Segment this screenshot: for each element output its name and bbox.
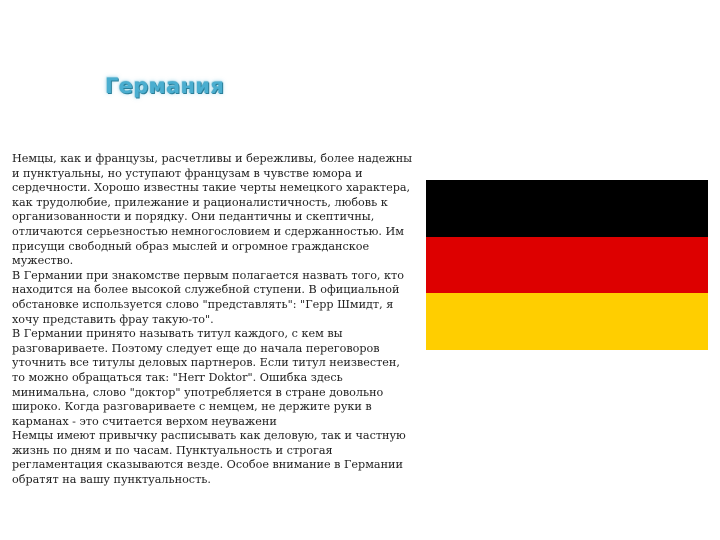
slide-title: Германия	[105, 74, 225, 98]
flag-stripe-black	[426, 180, 708, 237]
germany-flag-image	[426, 180, 708, 350]
body-text	[12, 152, 416, 488]
paragraph-character: Немцы, как и французы, расчетливы и бережливы, более надежны и пунктуальны, но уступают французам в чувстве юмора и сердечности. Хорошо известны такие черты немецкого характера, как трудолюбие, прилежание и рационалистичность, любовь к организованности и порядку. Они педантичны и скептичны, отличаются серьезностью немногословием и сдержанностью. Им присущи свободный образ мыслей и огромное гражданское мужество.	[12, 152, 413, 268]
flag-stripe-red	[426, 237, 708, 294]
paragraph-punctuality: Немцы имеют привычку расписывать как деловую, так и частную жизнь по дням и по часам. Пунктуальность и строгая регламентация сказываются везде. Особое внимание в Германии обратят на вашу пунктуальность.	[12, 429, 406, 487]
paragraph-introduction: В Германии при знакомстве первым полагается назвать того, кто находится на более высокой служебной ступени. В официальной обстановке используется слово "представлять": "Герр Шмидт, я хочу представить фрау такую-то".	[12, 268, 404, 326]
flag-stripe-gold	[426, 293, 708, 350]
paragraph-titles: В Германии принято называть титул каждого, с кем вы разговариваете. Поэтому следует еще до начала переговоров уточнить все титулы деловых партнеров. Если титул неизвестен, то можно обращаться так: "Herr Doktor". Ошибка здесь минимальна, слово "доктор" употребляется в стране довольно широко. Когда разговариваете с немцем, не держите руки в карманах - это считается верхом неуважени	[12, 327, 400, 428]
